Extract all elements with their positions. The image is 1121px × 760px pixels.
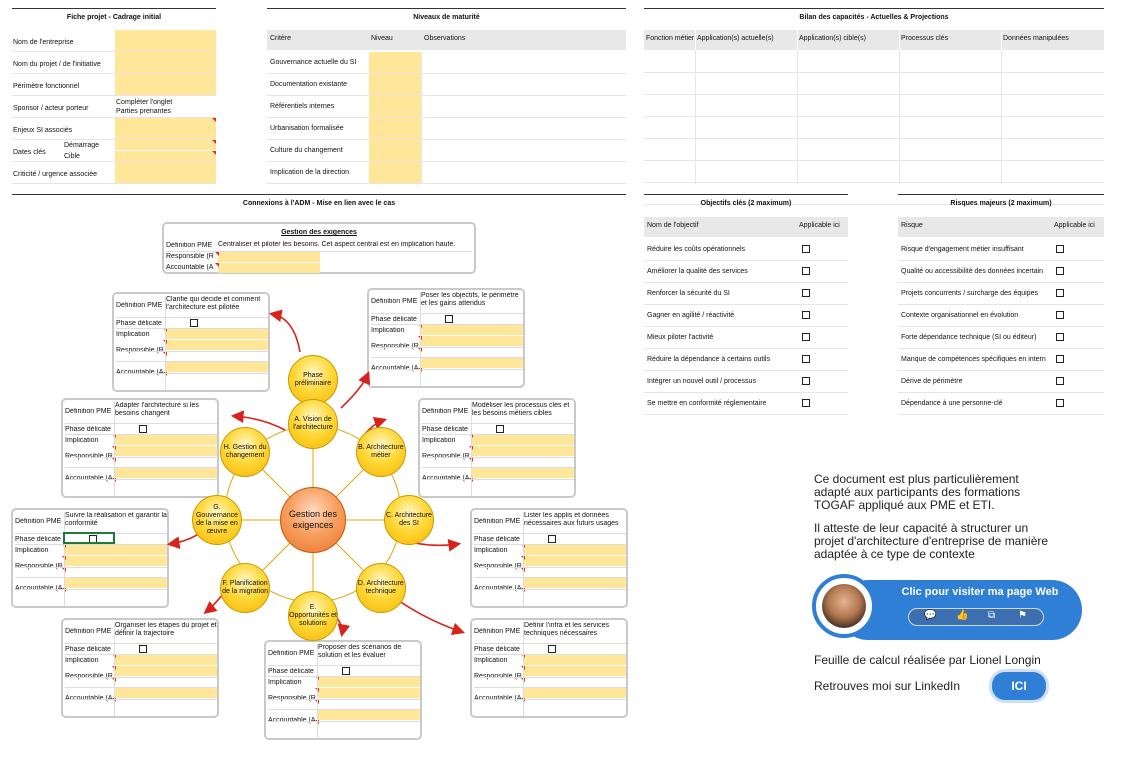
risques-title: Risques majeurs (2 maximum) <box>898 194 1104 207</box>
info-paragraph-1: Ce document est plus particulièrement adapté aux participants des formations TOGAF appliqué aux PME et ETI. <box>814 472 1021 512</box>
risques-row-label: Qualité ou accessibilité des données incertain <box>901 268 1044 275</box>
maturite-critere: Culture du changement <box>270 147 343 154</box>
objectifs-row-label: Intégrer un nouvel outil / processus <box>647 378 756 385</box>
maturite-title: Niveaux de maturité <box>267 8 626 21</box>
comment-icon[interactable]: 💬 <box>924 610 937 621</box>
adm-arrow <box>341 374 368 408</box>
sponsor-value-1: Compléter l'onglet <box>116 99 173 106</box>
maturite-h-niveau: Niveau <box>371 35 393 42</box>
def-pme-text: Adapter l'architecture si les besoins changent <box>115 402 199 417</box>
bilan-h-4: Données manipulées <box>1003 35 1069 42</box>
def-pme-text: Clarifie qui décide et comment l'architecture est pilotée <box>166 296 261 311</box>
adm-phase-circle[interactable]: B. Architecture métier <box>356 427 406 477</box>
gestion-def-label: Définition PME <box>166 242 213 249</box>
fiche-row-label: Criticité / urgence associée <box>13 171 98 178</box>
avatar <box>822 584 866 628</box>
objectifs-row-label: Mieux piloter l'activité <box>647 334 714 341</box>
gestion-acc-label: Accountable (A <box>166 264 214 271</box>
implication-label: Implication <box>65 657 99 664</box>
adm-center-circle[interactable]: Gestion des exigences <box>280 487 346 553</box>
phase-delicate-label: Phase délicate <box>268 668 314 675</box>
implication-label: Implication <box>15 547 49 554</box>
gestion-def-text: Centraliser et piloter les besoins. Cet aspect central est en implication haute. <box>218 241 456 248</box>
phase-delicate-label: Phase délicate <box>116 320 162 327</box>
bilan-h-3: Processus clés <box>901 35 949 42</box>
implication-label: Implication <box>268 679 302 686</box>
date-target-label: Cible <box>64 153 80 160</box>
phase-delicate-label: Phase délicate <box>474 646 520 653</box>
def-pme-text: Suivre la réalisation et garantir la conformité <box>65 512 167 527</box>
adm-arrow <box>272 314 300 352</box>
risques-row-label: Dépendance à une personne-clé <box>901 400 1003 407</box>
def-pme-label: Définition PME <box>422 408 469 415</box>
adm-phase-circle[interactable]: H. Gestion du changement <box>220 427 270 477</box>
implication-label: Implication <box>65 437 99 444</box>
phase-delicate-label: Phase délicate <box>65 646 111 653</box>
implication-label: Implication <box>474 657 508 664</box>
def-pme-label: Définition PME <box>371 298 418 305</box>
adm-phase-circle[interactable]: C. Architecture des SI <box>384 495 434 545</box>
objectifs-row-label: Réduire la dépendance à certains outils <box>647 356 770 363</box>
risques-row-label: Contexte organisationnel en évolution <box>901 312 1019 319</box>
maturite-h-critere: Critère <box>270 35 292 42</box>
maturite-critere: Référentiels internes <box>270 103 335 110</box>
def-pme-text: Proposer des scénarios de solution et les évaluer <box>318 644 402 659</box>
phase-delicate-label: Phase délicate <box>474 536 520 543</box>
implication-label: Implication <box>371 327 405 334</box>
maturite-critere: Urbanisation formalisée <box>270 125 344 132</box>
implication-label: Implication <box>422 437 456 444</box>
maturite-critere: Gouvernance actuelle du SI <box>270 59 357 66</box>
def-pme-label: Définition PME <box>116 302 163 309</box>
maturite-h-obs: Observations <box>424 35 466 42</box>
objectifs-row-label: Se mettre en conformité réglementaire <box>647 400 767 407</box>
phase-delicate-label: Phase délicate <box>422 426 468 433</box>
objectifs-row-label: Réduire les coûts opérationnels <box>647 246 746 253</box>
web-banner[interactable] <box>812 574 1084 646</box>
def-pme-label: Définition PME <box>268 650 315 657</box>
date-start-label: Démarrage <box>64 142 100 149</box>
risques-row-label: Risque d'engagement métier insuffisant <box>901 246 1024 253</box>
sponsor-value-2: Parties prenantes <box>116 108 171 115</box>
linkedin-text: Retrouves moi sur LinkedIn <box>814 679 961 693</box>
objectifs-title: Objectifs clés (2 maximum) <box>644 194 848 207</box>
risques-row-label: Manque de compétences spécifiques en intern <box>901 356 1046 363</box>
def-pme-text: Lister les applis et données nécessaires aux futurs usages <box>524 512 619 527</box>
repost-icon[interactable]: ⧉ <box>988 610 996 621</box>
bilan-h-1: Application(s) actuelle(s) <box>697 35 774 42</box>
phase-delicate-label: Phase délicate <box>65 426 111 433</box>
fiche-title: Fiche projet - Cadrage initial <box>12 8 216 21</box>
def-pme-text: Modéliser les processus clés et les besoins métiers cibles <box>472 402 570 417</box>
web-button-label: Clic pour visiter ma page Web <box>901 586 1059 598</box>
adm-phase-circle[interactable]: E. Opportunités et solutions <box>288 591 338 641</box>
def-pme-text: Définir l'infra et les services techniques nécessaires <box>524 622 609 637</box>
maturite-critere: Implication de la direction <box>270 169 349 176</box>
fiche-row-label: Périmètre fonctionnel <box>13 83 80 90</box>
def-pme-text: Organiser les étapes du projet et définir la trajectoire <box>115 622 217 637</box>
maturite-critere: Documentation existante <box>270 81 348 88</box>
fiche-row-label: Nom de l'entreprise <box>13 39 74 46</box>
implication-label: Implication <box>116 331 150 338</box>
implication-label: Implication <box>474 547 508 554</box>
thumbs-up-icon[interactable]: 👍 <box>956 610 969 621</box>
def-pme-label: Définition PME <box>474 518 521 525</box>
risques-h-0: Risque <box>901 222 923 229</box>
bilan-h-0: Fonction métier <box>646 35 695 42</box>
def-pme-label: Définition PME <box>474 628 521 635</box>
author-credit: Feuille de calcul réalisée par Lionel Longin <box>814 653 1041 667</box>
adm-phase-circle[interactable]: F. Planification de la migration <box>220 563 270 613</box>
phase-delicate-label: Phase délicate <box>371 316 417 323</box>
objectifs-h-1: Applicable ici <box>799 222 840 229</box>
adm-phase-circle[interactable]: D. Architecture technique <box>356 563 406 613</box>
fiche-row-label: Dates clés <box>13 149 46 156</box>
fiche-row-label: Enjeux SI associés <box>13 127 73 134</box>
info-paragraph-2: Il atteste de leur capacité à structurer un projet d'architecture d'entreprise de manière adaptée à ce type de contexte <box>814 521 1049 561</box>
def-pme-label: Définition PME <box>15 518 62 525</box>
risques-row-label: Projets concurrents / surcharge des équipes <box>901 290 1038 297</box>
adm-phase-circle[interactable]: G. Gouvernance de la mise en œuvre <box>192 495 242 545</box>
adm-phase-circle[interactable]: Phase préliminaire <box>288 355 338 405</box>
def-pme-label: Définition PME <box>65 408 112 415</box>
def-pme-text: Poser les objectifs, le périmètre et les gains attendus <box>421 292 519 307</box>
adm-title: Connexions à l'ADM - Mise en lien avec le cas <box>12 194 626 207</box>
fiche-row-label: Nom du projet / de l'initiative <box>13 61 101 68</box>
risques-row-label: Dérive de périmètre <box>901 378 963 385</box>
risques-row-label: Forte dépendance technique (SI ou éditeur) <box>901 334 1037 341</box>
bookmark-icon[interactable]: ⚑ <box>1018 610 1027 621</box>
phase-delicate-label: Phase délicate <box>15 536 61 543</box>
gestion-box-title: Gestion des exigences <box>281 229 357 236</box>
linkedin-ici-button[interactable]: ICI <box>992 672 1046 700</box>
bilan-h-2: Application(s) cible(s) <box>799 35 866 42</box>
objectifs-row-label: Gagner en agilité / réactivité <box>647 312 735 319</box>
objectifs-row-label: Renforcer la sécurité du SI <box>647 290 730 297</box>
def-pme-label: Définition PME <box>65 628 112 635</box>
objectifs-row-label: Améliorer la qualité des services <box>647 268 748 275</box>
adm-phase-circle[interactable]: A. Vision de l'architecture <box>288 399 338 449</box>
gestion-resp-label: Responsible (R <box>166 253 214 260</box>
risques-h-1: Applicable ici <box>1054 222 1095 229</box>
objectifs-h-0: Nom de l'objectif <box>647 222 699 229</box>
bilan-title: Bilan des capacités - Actuelles & Projections <box>644 8 1104 21</box>
fiche-row-label: Sponsor / acteur porteur <box>13 105 89 112</box>
